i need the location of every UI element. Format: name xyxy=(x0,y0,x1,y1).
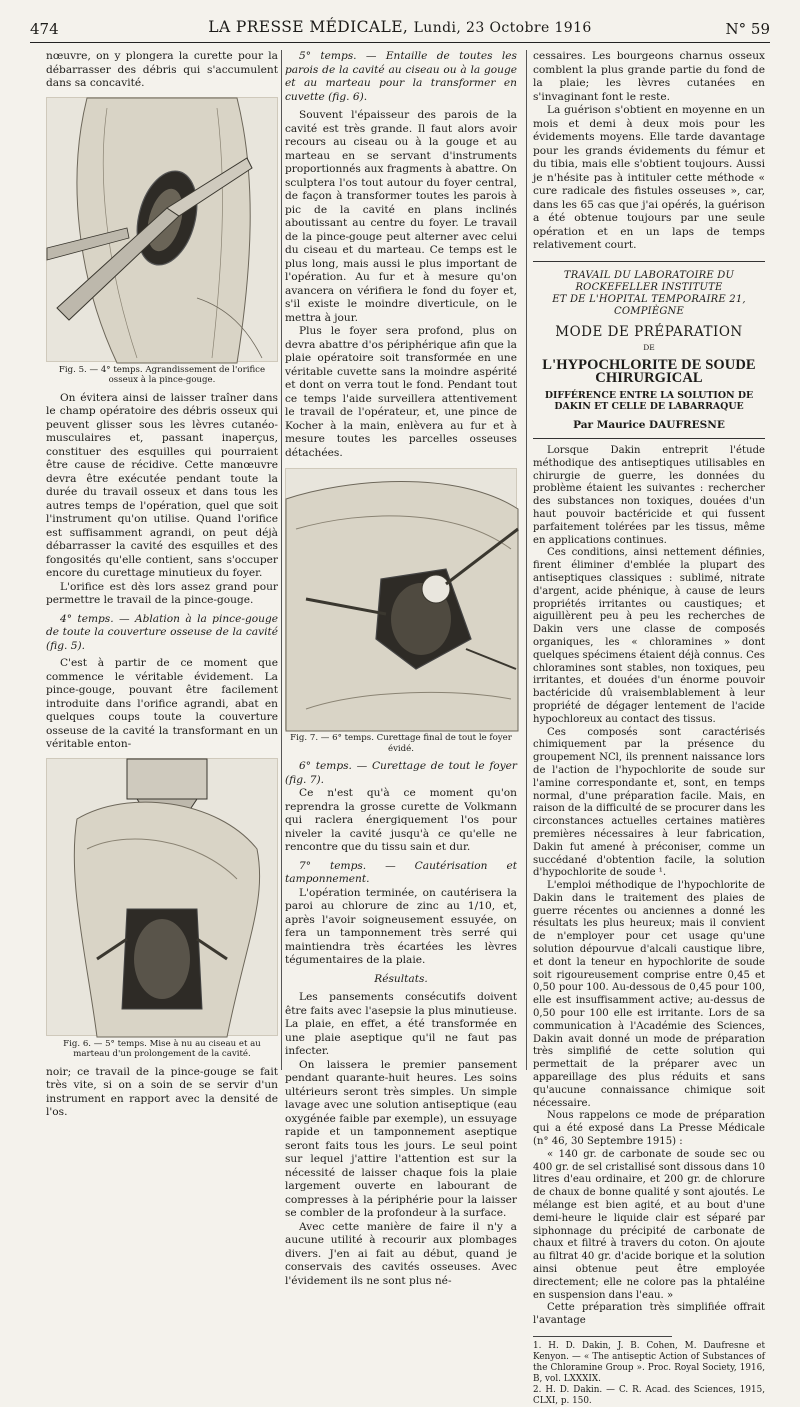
paragraph: Ce n'est qu'à ce moment qu'on reprendra la grosse curette de Volkmann qui raclera énergiquement l'os pour niveler la cavité jusqu'à ce qu'elle ne rencontre que du tissu sain et dur. xyxy=(285,787,517,853)
paragraph: « 140 gr. de carbonate de soude sec ou 400 gr. de sel cristallisé sont dissous dans 10 litres d'eau ordinaire, et 200 gr. de chlorure de chaux de bonne qualité y sont ajoutés. Le mélange est bien agité, et au bout d'une demi-heure le liquide clair est séparé par siphonnage du précipité de carbonate de chaux et filtré à travers du coton. On ajoute au filtrat 40 gr. d'acide borique et la solution ainsi obtenue peut être employée directement; elle ne colore pas la phtaléine en suspension dans l'eau. » xyxy=(533,1148,765,1301)
paragraph: L'opération terminée, on cautérisera la paroi au chlorure de zinc au 1/10, et, après l'avoir soigneusement essuyée, on fera un tamponnement très serré qui maintiendra très écartées les lèvres tégumentaires de la plaie. xyxy=(285,886,517,966)
page-header xyxy=(30,18,770,40)
paragraph: Avec cette manière de faire il n'y a aucune utilité à recourir aux plombages divers. J'en ai fait au début, quand je conservais des cavités osseuses. Avec l'évidement ils ne sont plus né- xyxy=(285,1220,517,1287)
paragraph: La guérison s'obtient en moyenne en un mois et demi à deux mois pour les évidements moyens. Elle tarde davantage pour les grands évidements du fémur et du tibia, mais elle s'obtient toujours. Aussi je n'hésite pas à intituler cette méthode « cure radicale des fistules osseuses », car, dans les 65 cas que j'ai opérés, la guérison a été obtenue toujours par une seule opération et en un laps de temps relativement court. xyxy=(533,104,765,251)
paragraph: nœuvre, on y plongera la curette pour la débarrasser des débris qui s'accumulent dans sa concavité. xyxy=(46,50,278,89)
article-title: MODE DE PRÉPARATION xyxy=(555,323,743,340)
surgical-illustration xyxy=(47,759,279,1037)
footnote-1: 1. H. D. Dakin, J. B. Cohen, M. Daufresne et Kenyon. — « The antiseptic Action of Substances of the Chloramine Group ». Proc. Royal Society, 1916, B, vol. LXXXIX. xyxy=(533,1340,765,1384)
paragraph: noir; ce travail de la pince-gouge se fait très vite, si on a soin de se servir d'un instrument en rapport avec la densité de l'os. xyxy=(46,1065,278,1118)
surgical-illustration xyxy=(47,98,279,363)
column-1 xyxy=(46,50,278,1120)
footnote-rule xyxy=(533,1336,672,1337)
paragraph: Cette préparation très simplifiée offrait l'avantage xyxy=(533,1302,765,1327)
paragraph: Plus le foyer sera profond, plus on devra abattre d'os périphérique afin que la plaie opératoire soit transformée en une véritable cuvette sans la moindre aspérité et dont on verra tout le fond. Pendant tout ce temps l'aide surveillera attentivement le travail de l'opérateur, et, une pince de Kocher à la main, enlèvera au fur et à mesure toutes les parcelles osseuses détachées. xyxy=(285,325,517,459)
paragraph: L'emploi méthodique de l'hypochlorite de Dakin dans le traitement des plaies de guerre récentes ou anciennes a donné les résultats les plus heureux; mais il convient de n'employer pour cet usage qu'une solution dépourvue d'alcali caustique libre, et dont la teneur en hypochlorite de soude soit rigoureusement comprise entre 0,45 et 0,50 pour 100. Au-dessous de 0,45 pour 100, elle est insuffisamment active; au-dessus de 0,50 pour 100 elle est irritante. Lors de sa communication à l'Académie des Sciences, Dakin avait donné un mode de préparation très simplifié de cette solution qui permettait de la préparer avec un appareillage des plus réduits et sans qu'aucune connaissance chimique soit nécessaire. xyxy=(533,880,765,1109)
section-heading-resultats: Résultats. xyxy=(374,972,428,985)
paragraph: Lorsque Dakin entreprit l'étude méthodique des antiseptiques utilisables en chirurgie de guerre, les données du problème étaient les suivantes : rechercher des substances non toxiques, douées d'un haut pouvoir bactéricide et qui fussent parfaitement tolérées par les tissus, même en applications continues. xyxy=(533,445,765,546)
figure-5-illustration xyxy=(46,97,278,362)
paragraph: L'orifice est dès lors assez grand pour permettre le travail de la pince-gouge. xyxy=(46,580,278,606)
section-step-4: 4° temps. — Ablation à la pince-gouge de toute la couverture osseuse de la cavité (fig. 5). xyxy=(46,612,278,652)
section-step-6: 6° temps. — Curettage de tout le foyer (fig. 7). xyxy=(285,760,517,786)
footnote-2: 2. H. D. Dakin. — C. R. Acad. des Sciences, 1915, CLXI, p. 150. xyxy=(533,1384,765,1406)
paragraph: On évitera ainsi de laisser traîner dans le champ opératoire des débris osseux qui peuvent glisser sous les lèvres cutanéo-musculaires et, passant inaperçus, constituer des esquilles qui pourraient être cause de récidive. Cette manœuvre devra être exécutée pendant toute la durée du travail osseux et dans tous les autres temps de l'opération, quel que soit l'instrument qu'on utilise. Quand l'orifice est suffisamment agrandi, on peut déjà débarrasser la cavité des esquilles et des fongosités qu'elle contient, sans s'occuper encore du curettage minutieux du foyer. xyxy=(46,391,278,579)
surgical-illustration xyxy=(286,469,518,731)
section-rule xyxy=(533,261,765,262)
section-rule xyxy=(533,438,765,439)
article-title-de: DE xyxy=(643,343,655,352)
laboratory-line: ET DE L'HOPITAL TEMPORAIRE 21, COMPIÈGNE xyxy=(552,293,746,317)
article-subtitle: DIFFÉRENCE ENTRE LA SOLUTION DE DAKIN ET CELLE DE LABARRAQUE xyxy=(544,389,754,412)
issue-number: N° 59 xyxy=(725,20,770,38)
column-divider xyxy=(281,50,282,1070)
paragraph: Nous rappelons ce mode de préparation qui a été exposé dans La Presse Médicale (n° 46, 30 Septembre 1915) : xyxy=(533,1110,765,1148)
paragraph: Souvent l'épaisseur des parois de la cavité est très grande. Il faut alors avoir recours au ciseau ou à la gouge et au marteau en se servant d'instruments proportionnés aux fragments à abattre. On sculptera l'os tout autour du foyer central, de façon à transformer toutes les parois à pic de la cavité en plans inclinés aboutissant au centre du foyer. Le travail de la pince-gouge peut alterner avec celui du ciseau et du marteau. Ce temps est le plus long, mais aussi le plus important de l'opération. Au fur et à mesure qu'on avancera on vérifiera le fond du foyer et, s'il existe le moindre diverticule, on le mettra à jour. xyxy=(285,109,517,324)
journal-title: LA PRESSE MÉDICALE, xyxy=(208,18,409,36)
paragraph: Les pansements consécutifs doivent être faits avec l'asepsie la plus minutieuse. La plaie, en effet, a été transformée en une plaie aseptique qu'il ne faut pas infecter. xyxy=(285,991,517,1057)
figure-6-caption: Fig. 6. — 5° temps. Mise à nu au ciseau et au marteau d'un prolongement de la cavité. xyxy=(63,1038,261,1059)
figure-7-illustration xyxy=(285,468,517,730)
issue-date: Lundi, 23 Octobre 1916 xyxy=(413,20,592,36)
figure-5-caption: Fig. 5. — 4° temps. Agrandissement de l'orifice osseux à la pince-gouge. xyxy=(58,364,266,385)
journal-title-line xyxy=(30,18,770,36)
paragraph: Ces conditions, ainsi nettement définies, firent éliminer d'emblée la plupart des antiseptiques classiques : sublimé, nitrate d'argent, acide phénique, à cause de leurs propriétés irritantes ou caustiques; et aiguillèrent peu à peu les recherches de Dakin vers une classe de composés organiques, les « chloramines » dont quelques spécimens étaient déjà connus. Ces chloramines sont stables, non toxiques, peu irritantes, et douées d'un énorme pouvoir bactéricide dû vraisemblablement à leur propriété de dégager lentement de l'acide hypochloreux au contact des tissus. xyxy=(533,547,765,725)
figure-6-illustration xyxy=(46,758,278,1036)
paragraph: C'est à partir de ce moment que commence le véritable évidement. La pince-gouge, pouvant être facilement introduite dans l'orifice agrandi, abat en quelques coups toute la couverture osseuse de la cavité la transformant en un véritable enton- xyxy=(46,657,278,750)
page-number: 474 xyxy=(30,20,59,38)
laboratory-line: TRAVAIL DU LABORATOIRE DU ROCKEFELLER INSTITUTE xyxy=(563,269,735,293)
figure-7-caption: Fig. 7. — 6° temps. Curettage final de tout le foyer évidé. xyxy=(290,733,512,754)
paragraph: On laissera le premier pansement pendant quarante-huit heures. Les soins ultérieurs seront très simples. Un simple lavage avec une solution antiseptique (eau oxygénée faible par exemple), un essuyage rapide et un tamponnement aseptique seront faits tous les jours. Le seul point sur lequel j'attire l'attention est sur la nécessité de laisser chaque fois la plaie largement ouverte en labourant de compresses à la périphérie pour la laisser se combler de la profondeur à la surface. xyxy=(285,1058,517,1219)
article-title-main: L'HYPOCHLORITE DE SOUDE CHIRURGICAL xyxy=(542,356,756,386)
column-divider xyxy=(526,50,527,1070)
paragraph: cessaires. Les bourgeons charnus osseux comblent la plus grande partie du fond de la plaie; les lèvres cutanées en s'invaginant font le reste. xyxy=(533,50,765,103)
paragraph: Ces composés sont caractérisés chimiquement par la présence du groupement NCl, ils prennent naissance lors de l'action de l'hypochlorite de soude sur l'amine correspondante et, sont, en temps normal, d'une préparation facile. Mais, en raison de la difficulté de se procurer dans les circonstances actuelles certaines matières premières nécessaires à leur fabrication, Dakin fut amené à préconiser, comme un succédané d'obtention facile, la solution d'hypochlorite de soude ¹. xyxy=(533,726,765,879)
article-author: Par Maurice DAUFRESNE xyxy=(573,418,725,431)
section-step-5: 5° temps. — Entaille de toutes les parois de la cavité au ciseau ou à la gouge et au marteau pour la transformer en cuvette (fig. 6). xyxy=(285,50,517,103)
column-3 xyxy=(533,50,765,1407)
header-rule xyxy=(30,42,770,43)
column-2 xyxy=(285,50,517,1288)
section-step-7: 7° temps. — Cautérisation et tamponnement. xyxy=(285,859,517,885)
